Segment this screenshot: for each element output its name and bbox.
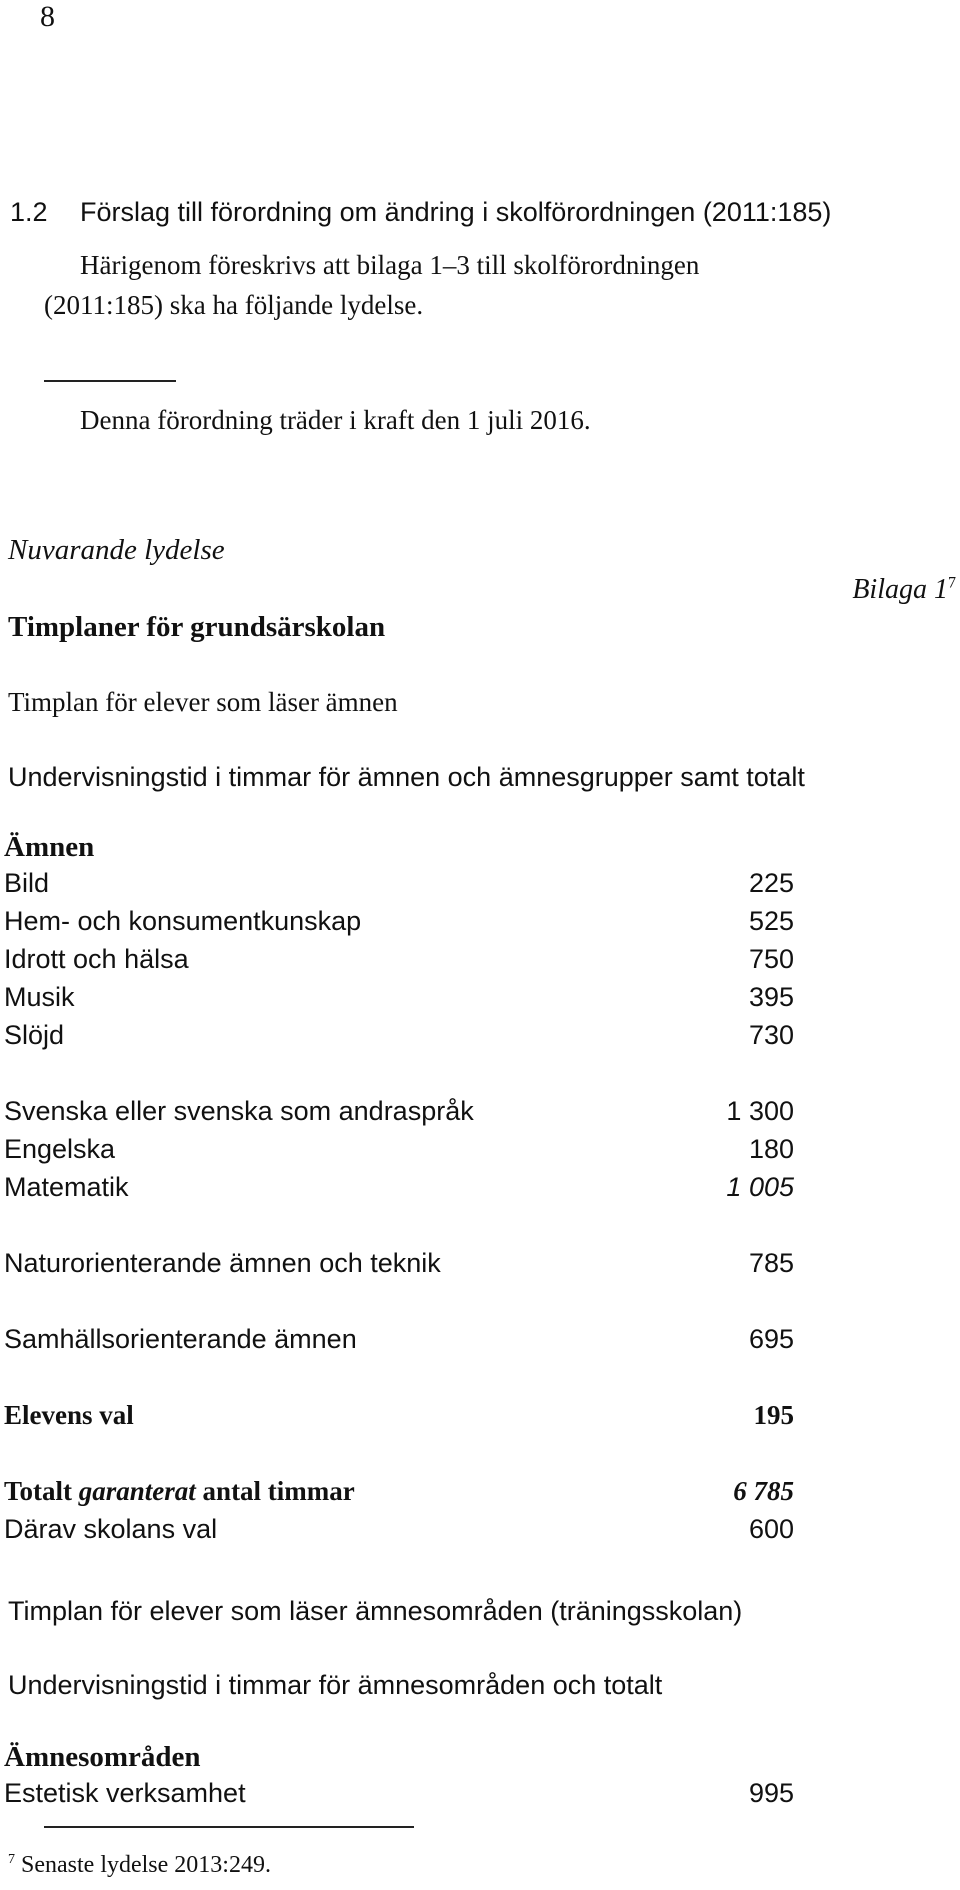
- table-row: [4, 1324, 794, 1360]
- row-label: Slöjd: [4, 1020, 65, 1050]
- section-title: Förslag till förordning om ändring i skolförordningen (2011:185): [80, 197, 832, 227]
- plan2-column-header: Ämnesområden: [4, 1741, 201, 1773]
- plan2-subtitle: Undervisningstid i timmar för ämnesområden och totalt: [8, 1670, 663, 1700]
- row-label-emphasis: garanterat: [78, 1476, 196, 1506]
- intro-line-1: Härigenom föreskrivs att bilaga 1–3 till skolförordningen: [80, 250, 700, 280]
- row-value: 1 300: [726, 1096, 794, 1126]
- table-row: [4, 1778, 794, 1814]
- row-label: Hem- och konsumentkunskap: [4, 906, 362, 936]
- footnote-number: 7: [8, 1852, 15, 1867]
- row-value: 730: [748, 1020, 794, 1050]
- row-value: 180: [748, 1134, 794, 1164]
- row-label-post: antal timmar: [195, 1476, 355, 1506]
- table-row: [4, 944, 794, 980]
- footnote-text: Senaste lydelse 2013:249.: [21, 1852, 271, 1878]
- row-value: 1 005: [726, 1172, 794, 1202]
- row-value: 395: [748, 982, 794, 1012]
- appendix-footnote-ref: 7: [948, 574, 956, 592]
- row-label: Estetisk verksamhet: [4, 1778, 246, 1808]
- row-value: 6 785: [733, 1476, 794, 1506]
- row-value: 195: [753, 1400, 794, 1430]
- footnote-rule: [44, 1826, 414, 1828]
- appendix-label-text: Bilaga 1: [852, 574, 948, 605]
- row-value: 995: [748, 1778, 794, 1808]
- row-label: Idrott och hälsa: [4, 944, 189, 974]
- table-row: [4, 1248, 794, 1284]
- table-row: [4, 982, 794, 1018]
- row-label: Svenska eller svenska som andraspråk: [4, 1096, 474, 1126]
- row-label: Därav skolans val: [4, 1514, 218, 1544]
- row-value: 525: [748, 906, 794, 936]
- row-value: 225: [748, 868, 794, 898]
- row-value: 600: [748, 1514, 794, 1544]
- row-label: Elevens val: [4, 1400, 134, 1430]
- row-value: 695: [748, 1324, 794, 1354]
- row-label: [4, 1476, 355, 1507]
- row-label: Engelska: [4, 1134, 116, 1164]
- current-wording-label: Nuvarande lydelse: [8, 534, 225, 566]
- plan1-title: Timplan för elever som läser ämnen: [8, 687, 398, 717]
- row-label: Musik: [4, 982, 75, 1012]
- appendix-label: [852, 574, 956, 606]
- table-row: [4, 1514, 794, 1550]
- document-heading: Timplaner för grundsärskolan: [8, 611, 386, 643]
- table-row: [4, 1020, 794, 1056]
- section-number: 1.2: [10, 197, 48, 227]
- table-row: [4, 1400, 794, 1436]
- intro-line-2: (2011:185) ska ha följande lydelse.: [44, 290, 424, 320]
- table-row: [4, 906, 794, 942]
- row-label: Bild: [4, 868, 50, 898]
- row-label: Naturorienterande ämnen och teknik: [4, 1248, 441, 1278]
- row-label: Matematik: [4, 1172, 129, 1202]
- page-number: 8: [40, 0, 55, 33]
- table-row: [4, 1096, 794, 1132]
- table-row: [4, 1172, 794, 1208]
- row-label-pre: Totalt: [4, 1476, 79, 1506]
- plan1-column-header: Ämnen: [4, 831, 95, 863]
- row-value: 785: [748, 1248, 794, 1278]
- separator-rule: [44, 380, 176, 382]
- table-row: [4, 868, 794, 904]
- table-row-total: [4, 1476, 794, 1512]
- entry-into-force-text: Denna förordning träder i kraft den 1 juli 2016.: [80, 405, 591, 435]
- footnote: [8, 1852, 271, 1879]
- row-label: Samhällsorienterande ämnen: [4, 1324, 357, 1354]
- table-row: [4, 1134, 794, 1170]
- plan1-subtitle: Undervisningstid i timmar för ämnen och ämnesgrupper samt totalt: [8, 762, 805, 792]
- row-value: 750: [748, 944, 794, 974]
- plan2-title: Timplan för elever som läser ämnesområden (träningsskolan): [8, 1596, 743, 1626]
